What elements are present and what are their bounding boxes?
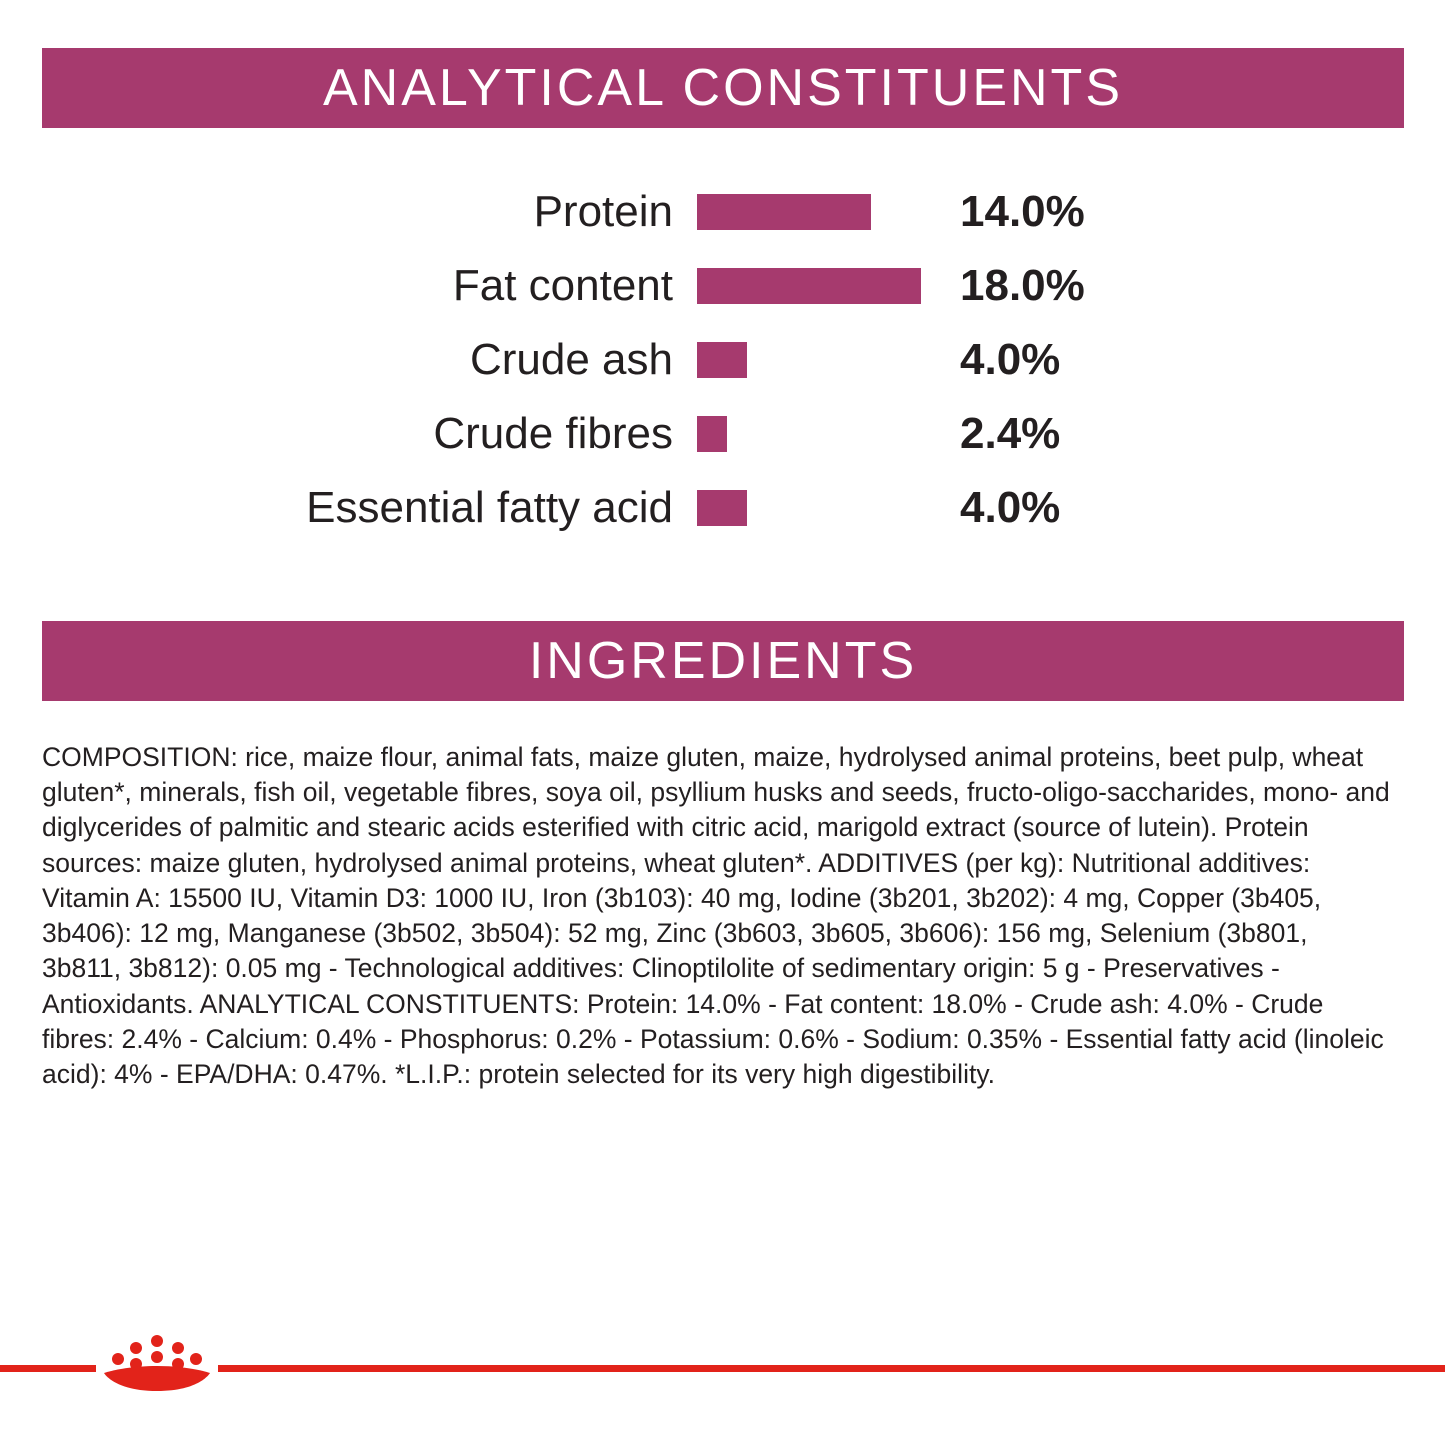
constituent-bar-track [697,268,942,304]
constituent-label: Crude fibres [433,409,673,458]
constituent-bar-track [697,490,942,526]
analytical-constituents-title: ANALYTICAL CONSTITUENTS [323,59,1123,117]
ingredients-header [42,621,1404,701]
constituent-bar [697,490,747,526]
constituent-bar-track [697,194,942,230]
constituent-row [42,249,1404,323]
constituent-bar-track [697,416,942,452]
constituent-value: 2.4% [960,409,1061,458]
constituent-row [42,397,1404,471]
constituent-label: Fat content [452,261,673,310]
constituent-label: Crude ash [469,335,673,384]
constituent-value: 4.0% [960,335,1061,384]
constituent-row [42,175,1404,249]
constituent-bar [697,268,921,304]
analytical-constituents-chart [42,175,1404,545]
constituent-bar-track [697,342,942,378]
constituent-bar [697,342,747,378]
constituent-label: Essential fatty acid [306,483,673,532]
composition-text: COMPOSITION: rice, maize flour, animal fats, maize gluten, maize, hydrolysed animal proteins, beet pulp, wheat gluten*, minerals, fish oil, vegetable fibres, soya oil, psyllium husks and seeds, fructo-oligo-saccharides, mono- and diglycerides of palmitic and stearic acids esterified with citric acid, marigold extract (source of lutein). Protein sources: maize gluten, hydrolysed animal proteins, wheat gluten*. ADDITIVES (per kg): Nutritional additives: Vitamin A: 15500 IU, Vitamin D3: 1000 IU, Iron (3b103): 40 mg, Iodine (3b201, 3b202): 4 mg, Copper (3b405, 3b406): 12 mg, Manganese (3b502, 3b504): 52 mg, Zinc (3b603, 3b605, 3b606): 156 mg, Selenium (3b801, 3b811, 3b812): 0.05 mg - Technological additives: Clinoptilolite of sedimentary origin: 5 g - Preservatives - Antioxidants. ANALYTICAL CONSTITUENTS: Protein: 14.0% - Fat content: 18.0% - Crude ash: 4.0% - Crude fibres: 2.4% - Calcium: 0.4% - Phosphorus: 0.2% - Potassium: 0.6% - Sodium: 0.35% - Essential fatty acid (linoleic acid): 4% - EPA/DHA: 0.47%. *L.I.P.: protein selected for its very high digestibility. [42,742,1390,1090]
brand-footer [0,1335,1445,1397]
ingredients-title: INGREDIENTS [528,632,918,690]
brand-logo [96,1335,218,1397]
constituent-value: 14.0% [960,187,1085,236]
analytical-constituents-header [42,48,1404,128]
constituent-value: 18.0% [960,261,1085,310]
constituent-row [42,323,1404,397]
constituent-value: 4.0% [960,483,1061,532]
constituent-bar [697,416,727,452]
crown-icon [96,1335,218,1397]
constituent-bar [697,194,871,230]
constituent-label: Protein [533,187,673,236]
constituent-row [42,471,1404,545]
